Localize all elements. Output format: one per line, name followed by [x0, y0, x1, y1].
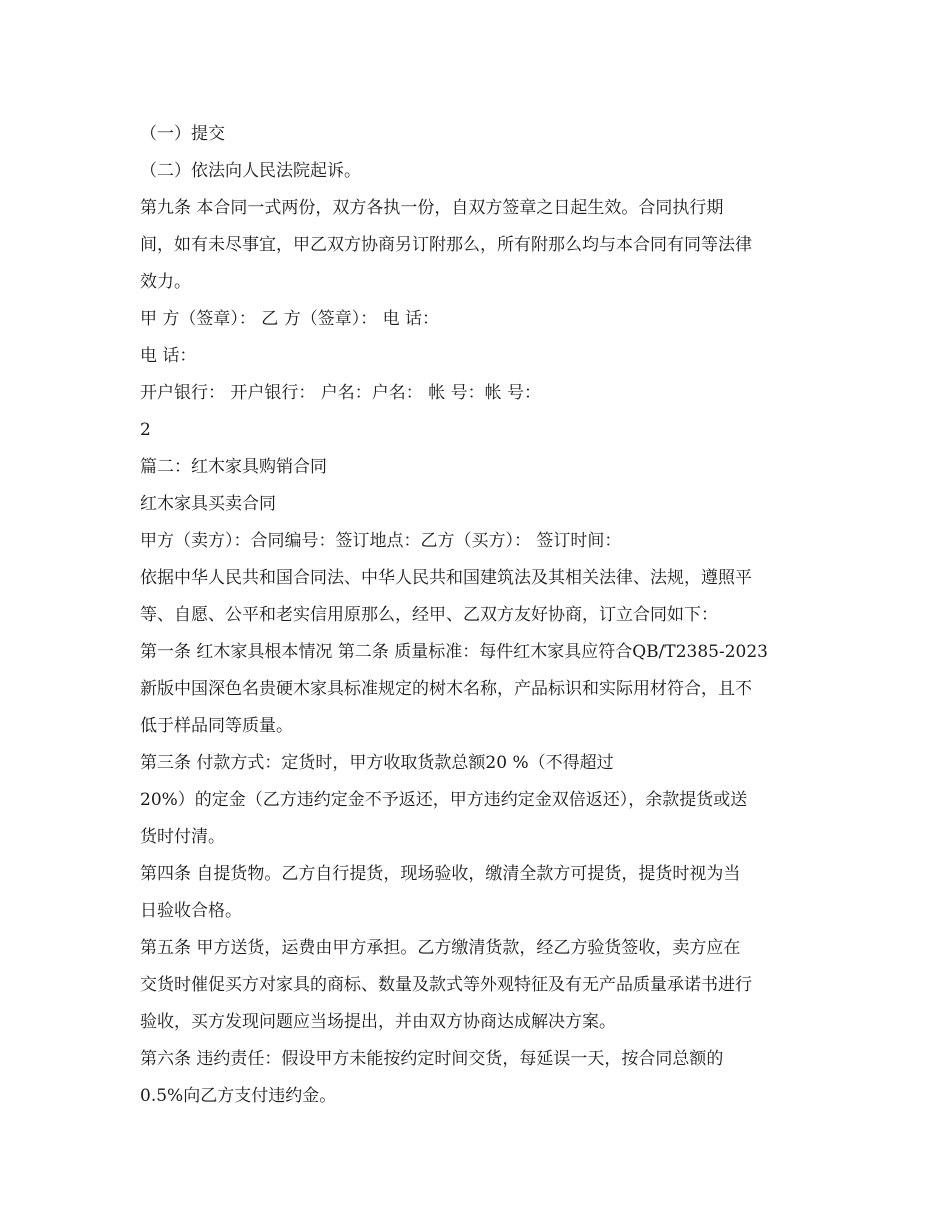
text-line: 开户银行： 开户银行： 户名：户名： 帐 号：帐 号：	[140, 383, 542, 403]
text-line: 货时付清。	[140, 827, 225, 847]
text-line: （一）提交	[140, 124, 225, 144]
text-line: 交货时催促买方对家具的商标、数量及款式等外观特征及有无产品质量承诺书进行	[140, 975, 752, 995]
text-line: 第九条 本合同一式两份，双方各执一份，自双方签章之日起生效。合同执行期	[140, 198, 724, 218]
text-line: 新版中国深色名贵硬木家具标准规定的树木名称，产品标识和实际用材符合，且不	[140, 679, 752, 699]
section-heading: 篇二：红木家具购销合同	[140, 457, 327, 477]
text-line: 效力。	[140, 272, 191, 292]
text-line: 甲 方（签章）： 乙 方（签章）： 电 话：	[140, 309, 440, 329]
page-number: 2	[140, 420, 151, 440]
text-line: 20%）的定金（乙方违约定金不予返还，甲方违约定金双倍返还），余款提货或送	[140, 790, 748, 810]
text-line: 第一条 红木家具根本情况 第二条 质量标准：每件红木家具应符合QB/T2385-2023	[140, 642, 768, 662]
document-body	[140, 116, 820, 1115]
text-line: 甲方（卖方）：合同编号：签订地点：乙方（买方）： 签订时间：	[140, 531, 622, 551]
text-line: 依据中华人民共和国合同法、中华人民共和国建筑法及其相关法律、法规，遵照平	[140, 568, 752, 588]
text-line: 0.5%向乙方支付违约金。	[140, 1086, 337, 1106]
text-line: 低于样品同等质量。	[140, 716, 293, 736]
text-line: 第六条 违约责任：假设甲方未能按约定时间交货，每延误一天，按合同总额的	[140, 1049, 724, 1069]
contract-title: 红木家具买卖合同	[140, 494, 276, 514]
text-line: （二）依法向人民法院起诉。	[140, 161, 361, 181]
text-line: 电 话：	[140, 346, 197, 366]
text-line: 日验收合格。	[140, 901, 242, 921]
text-line: 第四条 自提货物。乙方自行提货，现场验收，缴清全款方可提货，提货时视为当	[140, 864, 741, 884]
text-line: 等、自愿、公平和老实信用原那么，经甲、乙双方友好协商，订立合同如下：	[140, 605, 718, 625]
text-line: 第五条 甲方送货，运费由甲方承担。乙方缴清货款，经乙方验货签收，卖方应在	[140, 938, 741, 958]
text-line: 间，如有未尽事宜，甲乙双方协商另订附那么，所有附那么均与本合同有同等法律	[140, 235, 752, 255]
text-line: 第三条 付款方式：定货时，甲方收取货款总额20 %（不得超过	[140, 753, 614, 773]
text-line: 验收，买方发现问题应当场提出，并由双方协商达成解决方案。	[140, 1012, 616, 1032]
